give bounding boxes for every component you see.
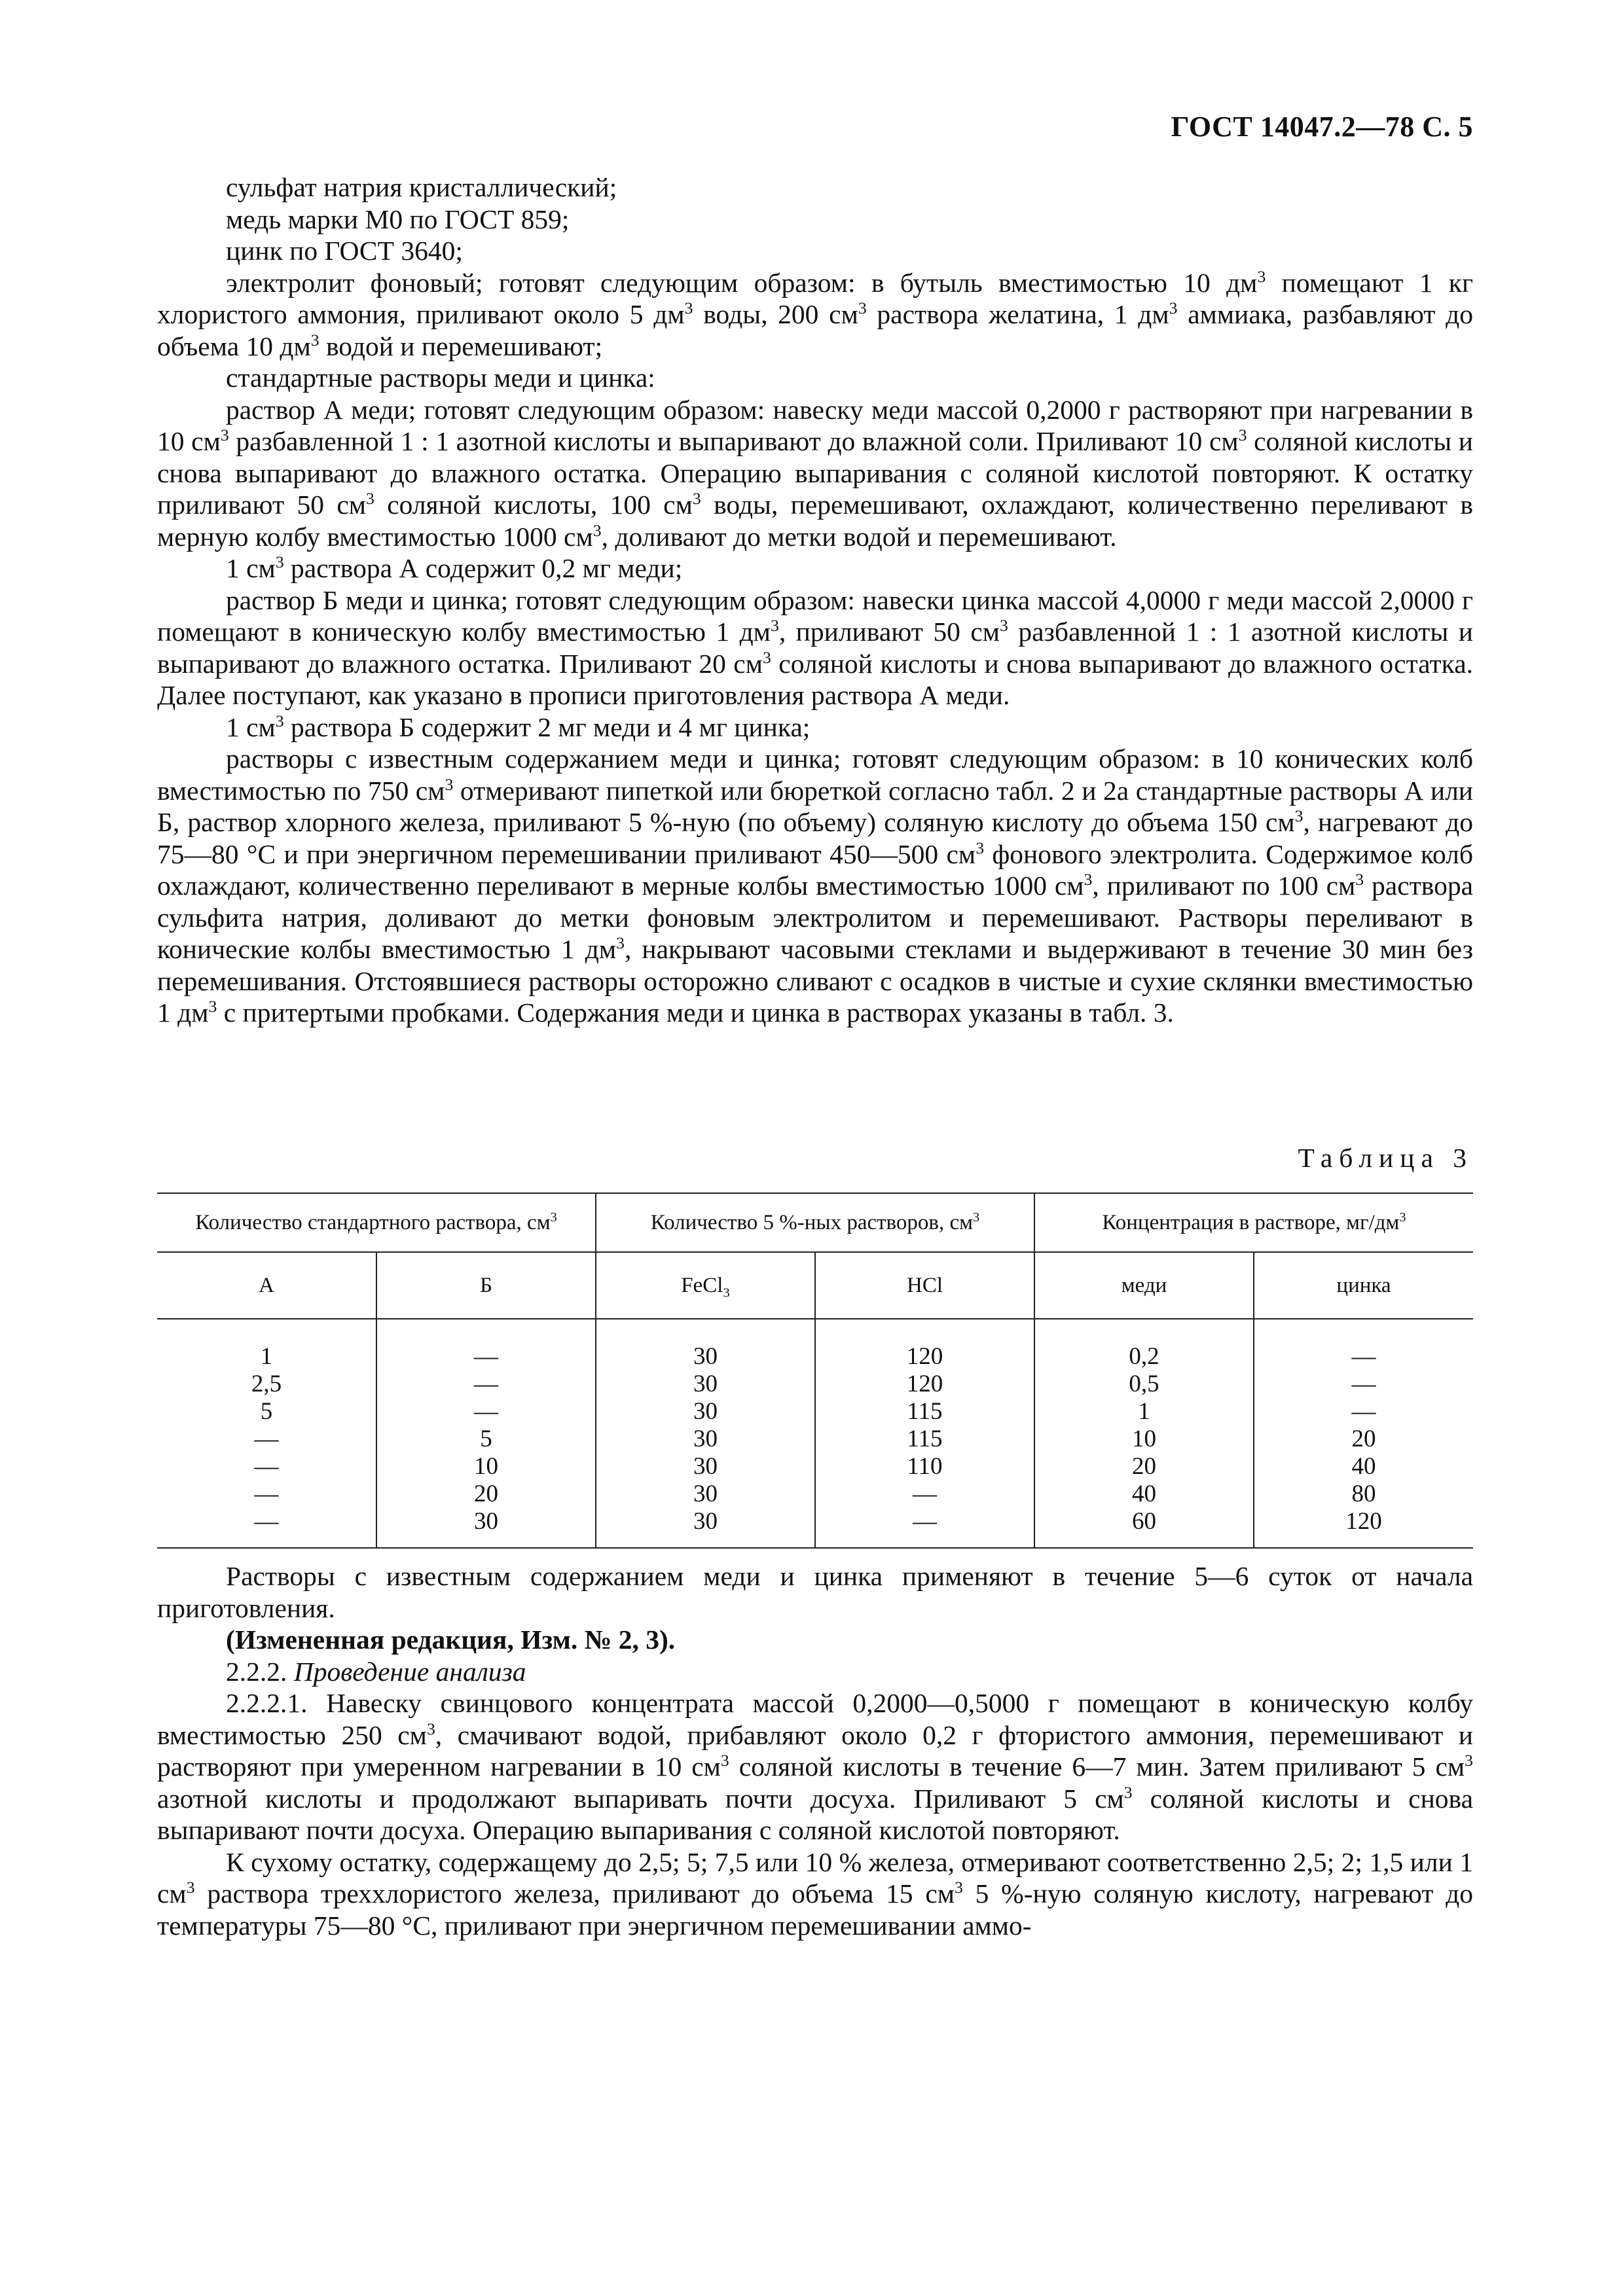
table-cell: 5 (376, 1426, 596, 1453)
table-row (157, 1343, 1473, 1371)
table-row (157, 1480, 1473, 1508)
table-cell: — (1351, 1398, 1376, 1425)
table-cell: 10 (1034, 1426, 1254, 1453)
table-cell: 40 (1351, 1453, 1376, 1480)
table-cell: 30 (596, 1453, 815, 1480)
table-cell: — (815, 1508, 1034, 1548)
table-cell: — (157, 1426, 376, 1453)
table-cell: 30 (596, 1398, 815, 1426)
body-paragraph: раствор А меди; готовят следующим образом: навеску меди массой 0,2000 г растворяют при нагревании в 10 $см^3$ разбавленной 1 : 1 азотной кислоты и выпаривают до влажной соли. Приливают 10 $см^3$ соляной кислоты и снова выпаривают до влажного остатка. Операцию выпаривания с соляной кислотой повторяют. К остатку приливают 50 $см^3$ соляной кислоты, 100 $см^3$ воды, перемешивают, охлаждают, количественно переливают в мерную колбу вместимостью 1000 $см^3$, доливают до метки водой и перемешивают. (157, 394, 1474, 552)
table-cell: 10 (376, 1453, 596, 1480)
table-cell: 120 (1254, 1508, 1473, 1548)
body-paragraph: К сухому остатку, содержащему до 2,5; 5; 7,5 или 10 % железа, отмеривают соответственно 2,5; 2; 1,5 или 1 $см^3$ раствора треххлористого железа, приливают до объема 15 $см^3$ 5 %-ную соляную кислоту, нагревают до температуры 75—80 °С, приливают при энергичном перемешивании аммо- (157, 1846, 1473, 1941)
body-paragraph: (Измененная редакция, Изм. № 2, 3). (226, 1624, 676, 1655)
table-cell: — (376, 1371, 596, 1398)
body-text-bottom (157, 1560, 1473, 1941)
table-cell: 30 (596, 1480, 815, 1508)
table-cell: — (815, 1480, 1034, 1508)
table-cell: 30 (596, 1343, 815, 1371)
body-paragraph: медь марки М0 по ГОСТ 859; (226, 204, 570, 234)
table-cell: 30 (596, 1426, 815, 1453)
table-cell: — (157, 1508, 376, 1548)
table-cell: 0,2 (1034, 1343, 1254, 1371)
table-cell: 20 (1351, 1426, 1376, 1452)
table-cell: 1 (1034, 1398, 1254, 1426)
table-cell: — (1351, 1371, 1376, 1397)
table-row (157, 1453, 1473, 1480)
body-paragraph: 2.2.2.1. Навеску свинцового концентрата массой 0,2000—0,5000 г помещают в коническую колбу вместимостью 250 $см^3$, смачивают водой, прибавляют около 0,2 г фтористого аммония, перемешивают и растворяют при умеренном нагревании в 10 $см^3$ соляной кислоты в течение 6—7 мин. Затем приливают 5 $см^3$ азотной кислоты и продолжают выпаривать почти досуха. Приливают 5 $см^3$ соляной кислоты и снова выпаривают почти досуха. Операцию выпаривания с соляной кислотой повторяют. (157, 1688, 1473, 1845)
table-body (157, 1319, 1473, 1548)
table-cell: 30 (376, 1508, 596, 1548)
body-paragraph: 1 $см^3$ раствора А содержит 0,2 мг меди; (226, 552, 683, 583)
table-cell: 115 (815, 1398, 1034, 1426)
table-group-header-row (157, 1193, 1473, 1252)
table-cell: 20 (376, 1480, 596, 1508)
table-cell: 1 (157, 1343, 376, 1371)
table-group-header: Концентрация в растворе, $мг/дм^3$ (1034, 1193, 1473, 1252)
table-sub-header: цинка (1254, 1252, 1473, 1319)
body-paragraph: 2.2.2. Проведение анализа (226, 1656, 526, 1687)
table-sub-header: меди (1034, 1252, 1254, 1319)
body-paragraph: цинк по ГОСТ 3640; (226, 236, 463, 266)
table-cell: — (376, 1343, 596, 1371)
body-text-top (157, 171, 1473, 1029)
table-row (157, 1371, 1473, 1398)
table-cell: 60 (1034, 1508, 1254, 1548)
document-page (157, 0, 1473, 2296)
table-sub-header-row (157, 1252, 1473, 1319)
body-paragraph: раствор Б меди и цинка; готовят следующим образом: навески цинка массой 4,0000 г меди массой 2,0000 г помещают в коническую колбу вместимостью 1 $дм^3$, приливают 50 $см^3$ разбавленной 1 : 1 азотной кислоты и выпаривают до влажного остатка. Приливают 20 $см^3$ соляной кислоты и снова выпаривают до влажного остатка. Далее поступают, как указано в прописи приготовления раствора А меди. (157, 584, 1474, 710)
table-cell: 30 (596, 1508, 815, 1548)
table-cell: 115 (815, 1426, 1034, 1453)
body-paragraph: Растворы с известным содержанием меди и цинка применяют в течение 5—6 суток от начала приготовления. (157, 1561, 1473, 1623)
body-paragraph: сульфат натрия кристаллический; (226, 172, 617, 202)
body-paragraph: растворы с известным содержанием меди и цинка; готовят следующим образом: в 10 конических колб вместимостью по 750 $см^3$ отмеривают пипеткой или бюреткой согласно табл. 2 и 2а стандартные растворы А или Б, раствор хлорного железа, приливают 5 %-ную (по объему) соляную кислоту до объема 150 $см^3$, нагревают до 75—80 °С и при энергичном перемешивании приливают 450—500 $см^3$ фонового электролита. Содержимое колб охлаждают, количественно переливают в мерные колбы вместимостью 1000 $см^3$, приливают по 100 $см^3$ раствора сульфита натрия, доливают до метки фоновым электролитом и перемешивают. Растворы переливают в конические колбы вместимостью 1 $дм^3$, накрывают часовыми стеклами и выдерживают в течение 30 мин без перемешивания. Отстоявшиеся растворы осторожно сливают с осадков в чистые и сухие склянки вместимостью 1 $дм^3$ с притертыми пробками. Содержания меди и цинка в растворах указаны в табл. 3. (157, 744, 1473, 1028)
table-cell: 20 (1034, 1453, 1254, 1480)
table-row (157, 1398, 1473, 1426)
table-group-header: Количество стандартного раствора, $см^3$ (157, 1193, 596, 1252)
table-cell: 110 (815, 1453, 1034, 1480)
table-sub-header: А (157, 1252, 376, 1319)
table-cell: — (1351, 1343, 1376, 1370)
table-cell: 40 (1034, 1480, 1254, 1508)
table-cell: — (157, 1453, 376, 1480)
table-cell: 30 (596, 1371, 815, 1398)
table-row (157, 1426, 1473, 1453)
table-cell: — (376, 1398, 596, 1426)
body-paragraph: 1 $см^3$ раствора Б содержит 2 мг меди и 4 мг цинка; (226, 711, 811, 742)
page-header: ГОСТ 14047.2—78 С. 5 (1171, 111, 1473, 143)
table-row (157, 1508, 1473, 1548)
table-sub-header: FeCl$_3$ (596, 1252, 815, 1319)
body-paragraph: электролит фоновый; готовят следующим образом: в бутыль вместимостью 10 $дм^3$ помещают 1 кг хлористого аммония, приливают около 5 $дм^3$ воды, 200 $см^3$ раствора желатина, 1 $дм^3$ аммиака, разбавляют до объема 10 $дм^3$ водой и перемешивают; (157, 266, 1473, 361)
table-cell: 2,5 (157, 1371, 376, 1398)
table-cell: 5 (157, 1398, 376, 1426)
table-cell: 0,5 (1034, 1371, 1254, 1398)
table-group-header: Количество 5 %-ных растворов, $см^3$ (596, 1193, 1034, 1252)
body-paragraph: стандартные растворы меди и цинка: (226, 363, 655, 393)
table-sub-header: HCl (815, 1252, 1034, 1319)
table-caption: Таблица 3 (1298, 1143, 1473, 1173)
table-cell: — (157, 1480, 376, 1508)
table-3 (157, 1193, 1473, 1549)
table-cell: 80 (1351, 1480, 1376, 1507)
table-sub-header: Б (376, 1252, 596, 1319)
table-cell: 120 (815, 1343, 1034, 1371)
table-cell: 120 (815, 1371, 1034, 1398)
